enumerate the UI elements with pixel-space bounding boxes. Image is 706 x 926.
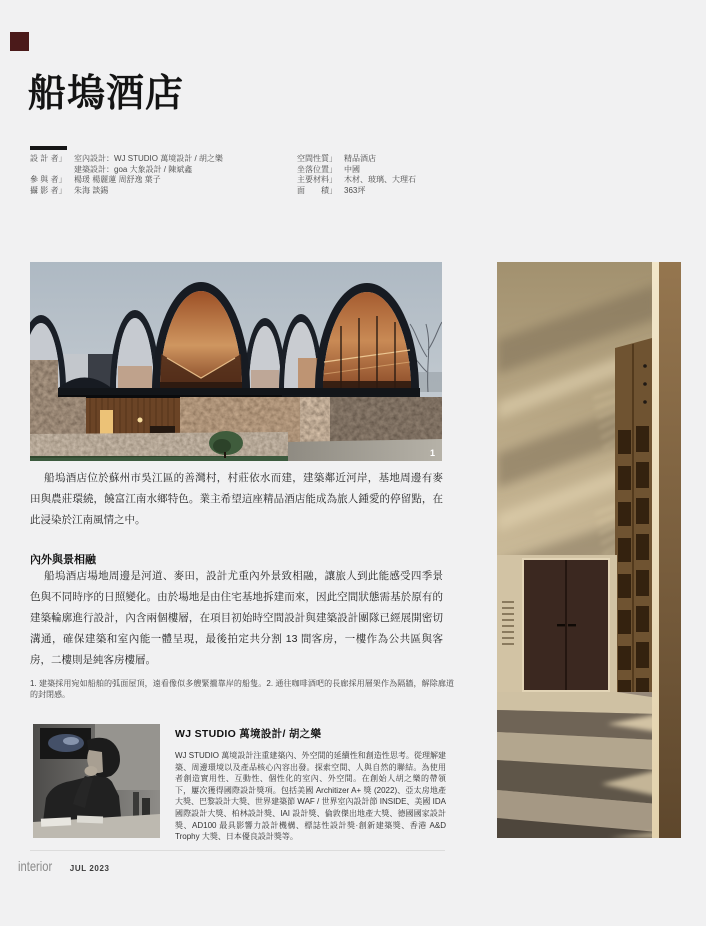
credit-row-area bbox=[297, 186, 467, 197]
credit-label: 攝 影 者」 bbox=[30, 185, 67, 195]
credit-value: 楊瑗 楊麗蓮 周舒逸 葉子 bbox=[74, 175, 161, 185]
profile-title: WJ STUDIO 萬境設計/ 胡之樂 bbox=[175, 728, 322, 740]
credit-value: 室內設計：WJ STUDIO 萬境設計 / 胡之樂 bbox=[74, 154, 223, 163]
credit-row-location bbox=[297, 165, 467, 176]
paragraph-intro: 船塢酒店位於蘇州市吳江區的善灣村，村莊依水而建，建築鄰近河岸，基地周邊有麥田與農莊環繞，饒富江南水鄉特色。業主希望這座精品酒店能成為旅人鍾愛的停留點，在此浸染於江南風情之中。 bbox=[30, 472, 443, 526]
designer-portrait bbox=[33, 724, 160, 838]
credit-value: 中國 bbox=[344, 164, 360, 174]
profile-body: WJ STUDIO 萬境設計注重建築內、外空間的延續性和創造性思考。從理解建築、周邊環境以及產品核心內容出發。探索空間、人與自然的聯結。為使用者創造實用性、互動性、個性化的室內、外空間。在創始人胡之樂的帶領下，屢次獲得國際設計獎項。包括美國 Architizer A+ 獎 (2022)、亞太房地產大獎、巴黎設計大獎、世界建築節 WAF / 世界室內設計節 INSIDE、美國 IDA 國際設計大獎、柏林設計獎、IAI 設計獎、倫敦傑出地產大獎、德國國家設計獎、AD100 最具影響力設計機構、標誌性設計獎·創新建築獎、香港 A&D Trophy 大獎、日本優良設計獎等。 bbox=[175, 751, 446, 842]
credit-label: 面 積」 bbox=[297, 185, 337, 195]
credit-label: 參 與 者」 bbox=[30, 175, 67, 185]
page-footer bbox=[18, 858, 110, 874]
credit-value: 朱海 談錫 bbox=[74, 185, 109, 195]
credits-right bbox=[297, 154, 467, 196]
page-title: 船塢酒店 bbox=[28, 73, 185, 115]
credit-value: 精品酒店 bbox=[344, 154, 376, 163]
photo-number-label: 1 bbox=[429, 448, 435, 458]
exterior-photo bbox=[30, 262, 442, 461]
profile-divider bbox=[30, 850, 445, 851]
credit-label: 空間性質」 bbox=[297, 154, 337, 163]
credit-label bbox=[30, 165, 74, 176]
credit-row-space-type bbox=[297, 154, 467, 165]
section-heading: 內外與景相融 bbox=[30, 554, 96, 566]
corridor-photo-art bbox=[497, 262, 681, 838]
designer-portrait-art bbox=[33, 724, 160, 838]
section-marker bbox=[10, 32, 29, 51]
credit-value: 建築設計：goa 大象設計 / 陳斌鑫 bbox=[74, 164, 193, 174]
credit-label: 坐落位置」 bbox=[297, 164, 337, 174]
credit-value: 363坪 bbox=[344, 185, 366, 195]
paragraph-body: 船塢酒店場地周邊是河道、麥田，設計尤重內外景致相融，讓旅人到此能感受四季景色與不同時序的日照變化。由於場地是由住宅基地拆建而來，因此空間狀態需基於原有的建築輪廓進行設計，內含兩個樓層，在項目初始時空間設計與建築設計團隊已經展開密切溝通，確保建築和室內能一體呈現，最後拍定共分割 13 間客房，一樓作為公共區與客房，二樓則是純客房樓層。 bbox=[30, 570, 443, 666]
photo-captions: 1. 建築採用宛如船舶的弧面屋頂，遠看像似多艘緊攏靠岸的船隻。2. 通往咖啡酒吧的長廊採用層架作為隔牆，解除廊道的封閉感。 bbox=[30, 679, 454, 699]
credit-label: 主要材料」 bbox=[297, 175, 337, 185]
credit-row-photographer bbox=[30, 186, 292, 197]
magazine-logo: interior bbox=[18, 858, 53, 874]
issue-date: JUL 2023 bbox=[69, 864, 110, 873]
credit-value: 木材、玻璃、大理石 bbox=[344, 175, 416, 185]
credit-row-designer bbox=[30, 154, 292, 165]
profile-text bbox=[175, 726, 446, 843]
title-rule bbox=[30, 146, 67, 150]
credit-row-participants bbox=[30, 175, 292, 186]
credit-label: 設 計 者」 bbox=[30, 154, 67, 163]
corridor-photo bbox=[497, 262, 681, 838]
credits-left bbox=[30, 154, 292, 196]
exterior-photo-art bbox=[30, 262, 442, 461]
credit-row-materials bbox=[297, 175, 467, 186]
credit-row-architect bbox=[30, 165, 292, 176]
designer-profile bbox=[30, 720, 445, 846]
